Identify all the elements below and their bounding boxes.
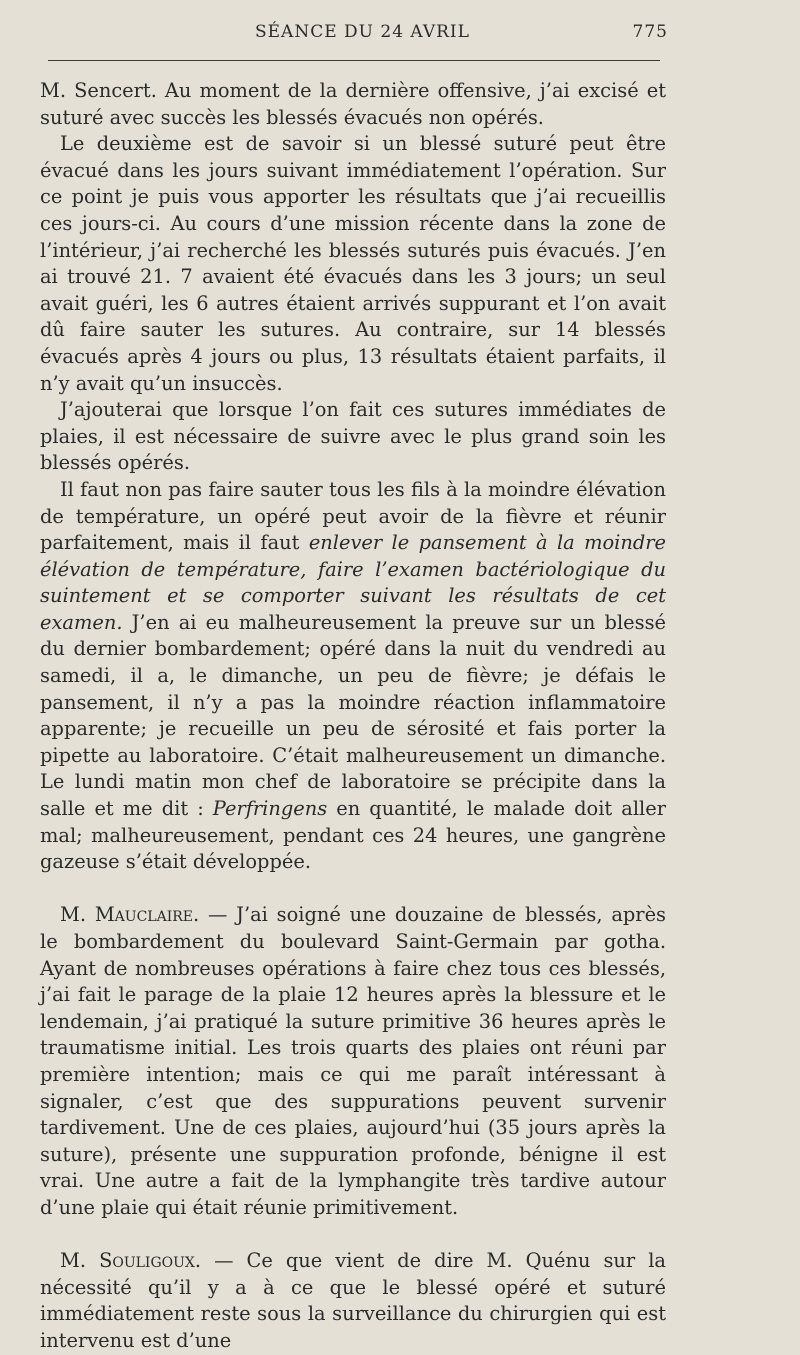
running-header [40,18,680,48]
header-rule [48,60,660,61]
speaker-prefix: M. [60,1249,100,1273]
header-title: SÉANCE DU 24 AVRIL [255,22,470,42]
body-text [40,78,666,1355]
speaker-prefix: M. [60,903,95,927]
souligoux-text: . — Ce que vient de dire M. Quénu sur la nécessité qu’il y a à ce que le blessé opéré et suturé immédiatement reste sous la surveillance du chirurgien qui est intervenu est d’une [40,1249,666,1352]
paragraph-sutures: J’ajouterai que lorsque l’on fait ces sutures immédiates de plaies, il est nécessaire de suivre avec le plus grand soin les blessés opérés. [40,398,666,475]
speaker-name-mauclaire: Mauclaire [94,903,194,927]
p4-italic: enlever le pansement à la moindre élévation de température, faire l’examen bactériologique du suintement et se comporter suivant les résultats de cet examen. [40,531,666,634]
paragraph-souligoux [40,1248,666,1354]
spacer [40,876,666,903]
p4-text-a: Il faut non pas faire sauter tous les fils à la moindre élévation de température, un opéré peut avoir de la fièvre et réunir parfaitement, mais il faut [40,477,666,555]
paragraph-fever [40,477,666,876]
speaker-name-souligoux: Souligoux [99,1249,195,1273]
spacer [40,1222,666,1249]
p4-text-b: J’en ai eu malheureusement la preuve sur un blessé du dernier bombardement; opéré dans la nuit du vendredi au samedi, il a, le dimanche, un peu de fièvre; je défais le pansement, il n’y a pas la moindre réaction inflammatoire apparente; je recueille un peu de sérosité et fais porter la pipette au laboratoire. C’était malheureusement un dimanche. Le lundi matin mon chef de laboratoire se précipite dans la salle et me dit : [40,610,666,821]
page-number: 775 [632,22,668,42]
paragraph-sencert: M. Sencert. Au moment de la dernière offensive, j’ai excisé et suturé avec succès les blessés évacués non opérés. [40,79,666,129]
paragraph-evacuation: Le deuxième est de savoir si un blessé suturé peut être évacué dans les jours suivant immédiatement l’opération. Sur ce point je puis vous apporter les résultats que j’ai recueillis ces jours-ci. Au cours d’une mission récente dans la zone de l’intérieur, j’ai recherché les blessés suturés puis évacués. J’en ai trouvé 21. 7 avaient été évacués dans les 3 jours; un seul avait guéri, les 6 autres étaient arrivés suppurant et l’on avait dû faire sauter les sutures. Au contraire, sur 14 blessés évacués après 4 jours ou plus, 13 résultats étaient parfaits, il n’y avait qu’un insuccès. [40,132,666,395]
p4-text-c: en quantité, le malade doit aller mal; malheureusement, pendant ces 24 heures, une gangrène gazeuse s’était développée. [40,797,666,874]
p4-italic-perfringens: Perfringens [212,797,328,821]
mauclaire-text: . — J’ai soigné une douzaine de blessés, après le bombardement du boulevard Saint-Germain par gotha. Ayant de nombreuses opérations à faire chez tous ces blessés, j’ai fait le parage de la plaie 12 heures après la blessure et le lendemain, j’ai pratiqué la suture primitive 36 heures après le traumatisme initial. Les trois quarts des plaies ont réuni par première intention; mais ce qui me paraît intéressant à signaler, c’est que des suppurations peuvent survenir tardivement. Une de ces plaies, aujourd’hui (35 jours après la suture), présente une suppuration profonde, bénigne il est vrai. Une autre a fait de la lymphangite très tardive autour d’une plaie qui était réunie primitivement. [40,903,667,1219]
paragraph-mauclaire [40,902,666,1221]
